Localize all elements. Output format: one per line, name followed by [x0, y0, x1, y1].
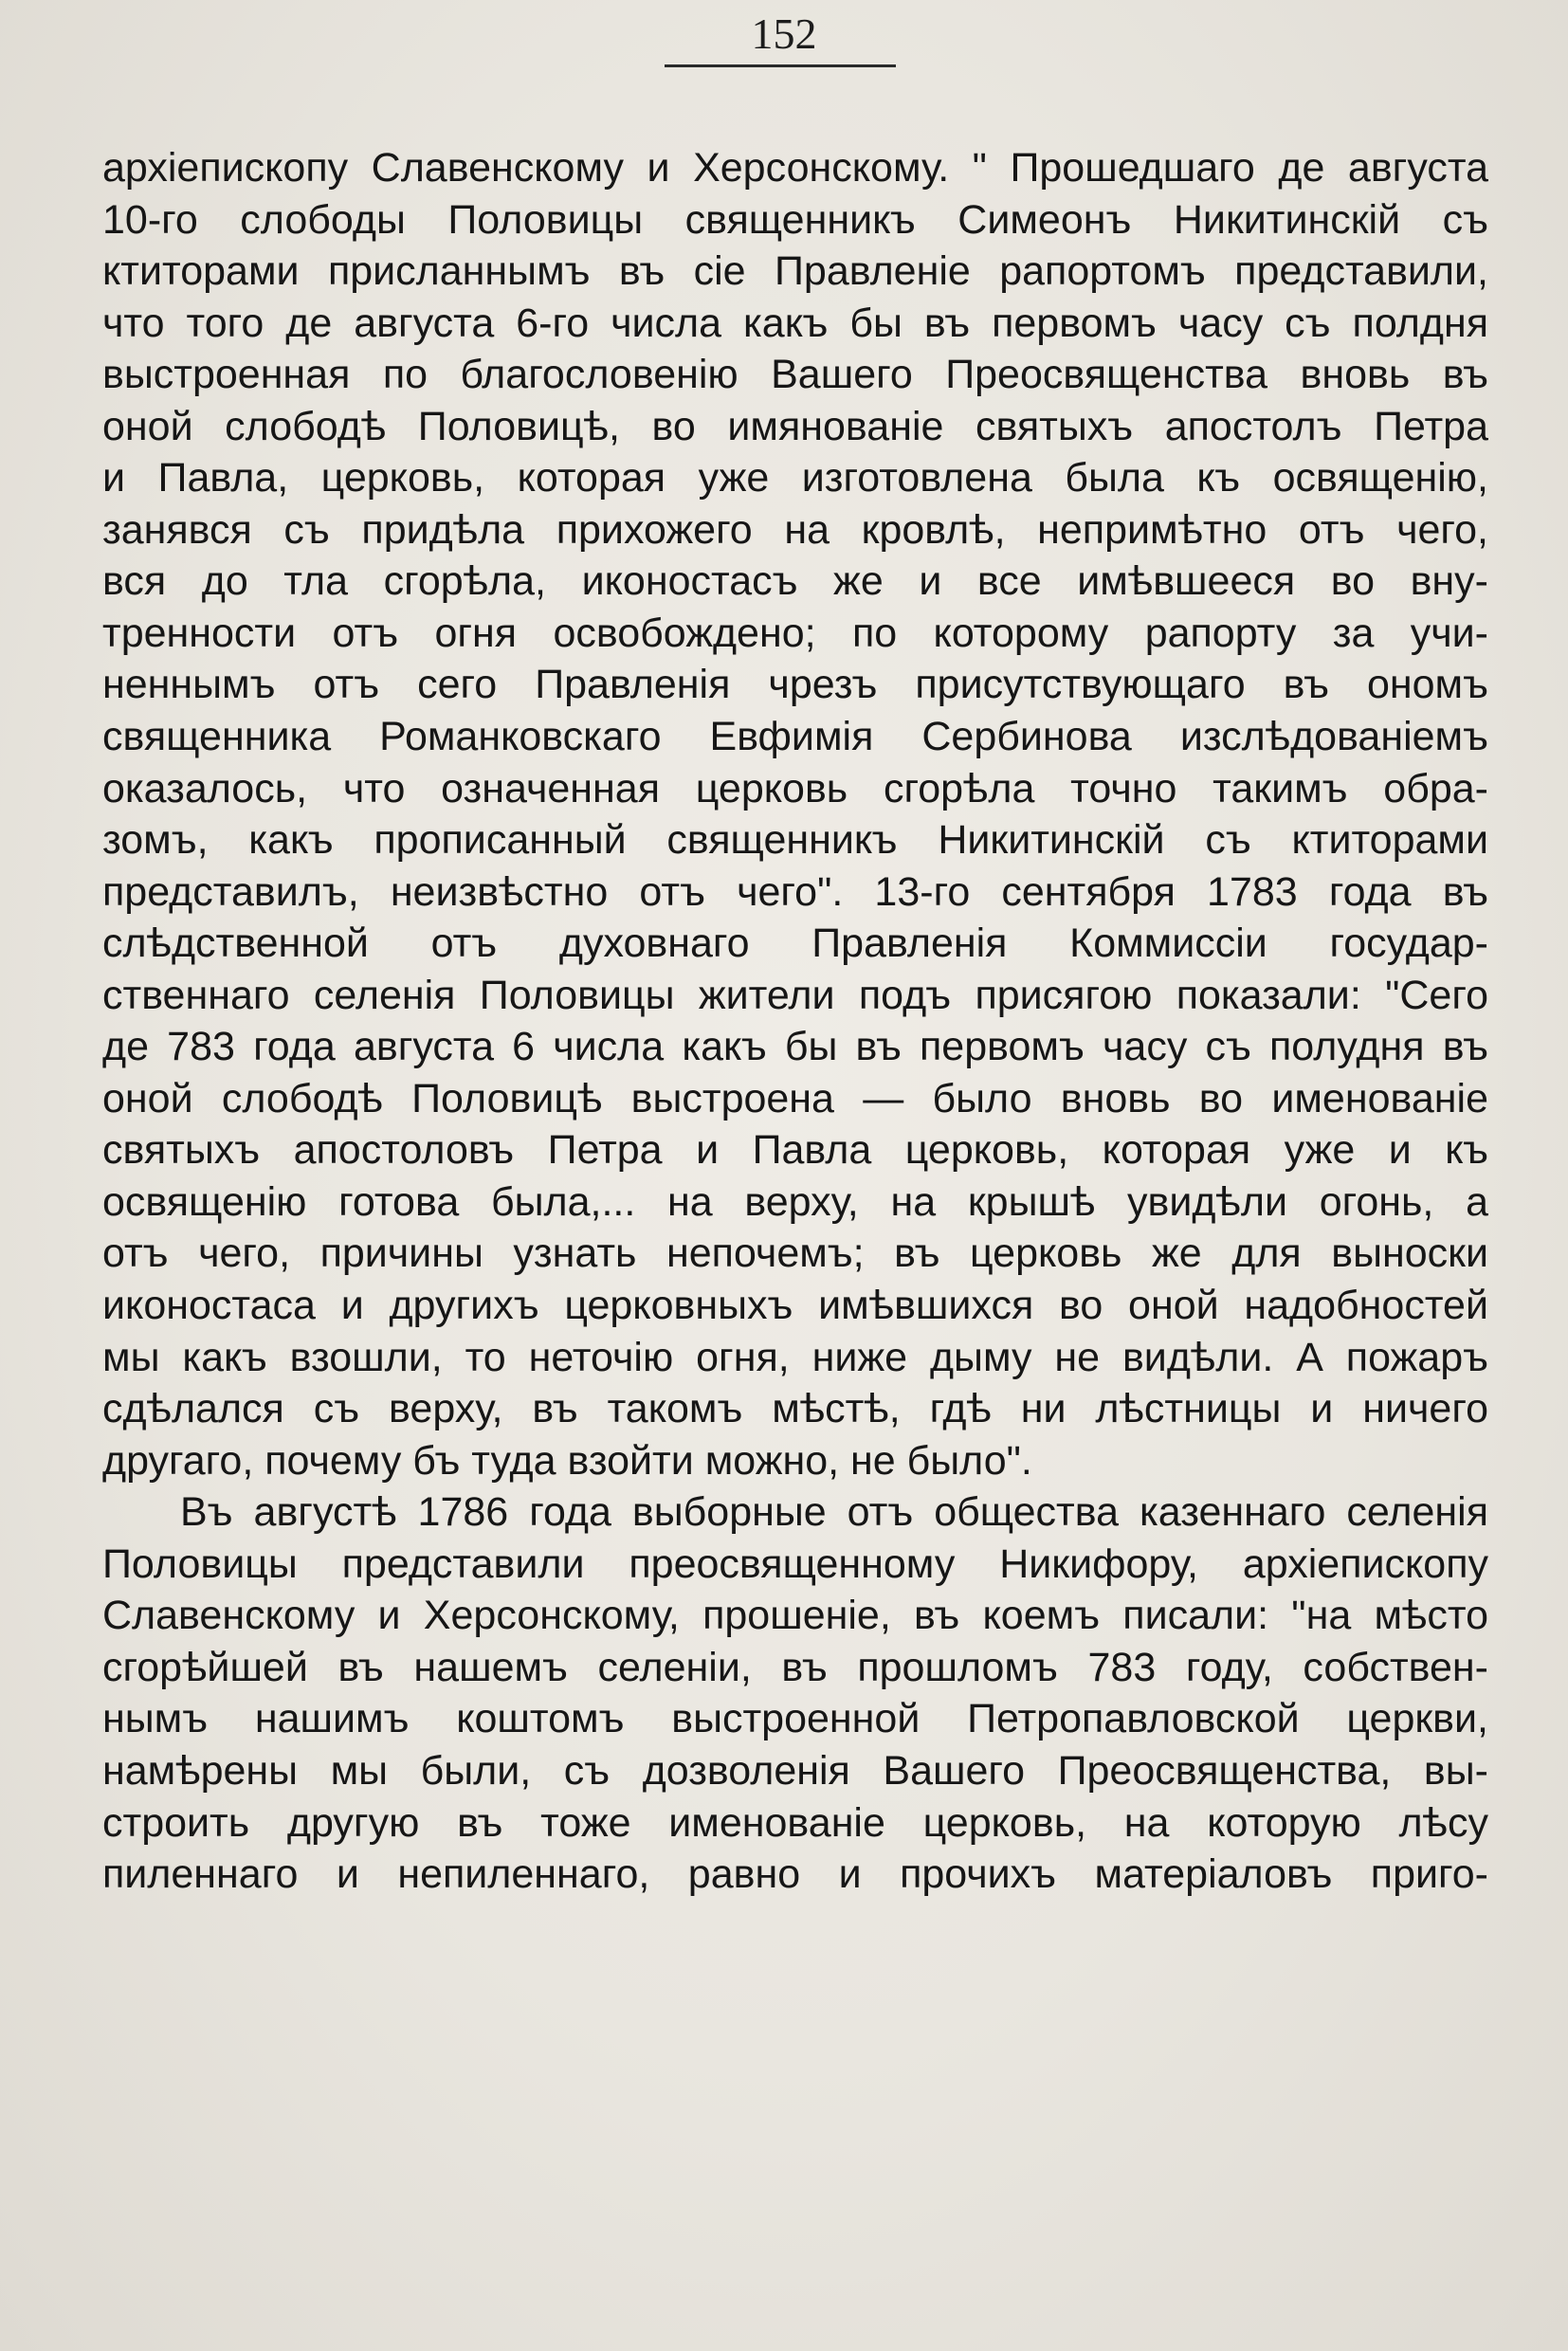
text-line: Славенскому и Херсонскому, прошеніе, въ коемъ писали: "на мѣсто — [102, 1593, 1488, 1639]
header-rule — [665, 64, 896, 67]
text-line: священника Романковскаго Евфимія Сербинова изслѣдованіемъ — [102, 714, 1488, 760]
text-line: зомъ, какъ прописанный священникъ Никитинскій съ ктиторами — [102, 817, 1488, 864]
text-line: другаго, почему бъ туда взойти можно, не было". — [102, 1437, 1032, 1484]
text-line: оказалось, что означенная церковь сгорѣла точно такимъ обра- — [102, 765, 1488, 811]
text-line: сдѣлался съ верху, въ такомъ мѣстѣ, гдѣ ни лѣстницы и ничего — [102, 1386, 1488, 1432]
text-line: нымъ нашимъ коштомъ выстроенной Петропавловской церкви, — [102, 1696, 1488, 1742]
text-line: занявся съ придѣла прихожего на кровлѣ, непримѣтно отъ чего, — [102, 506, 1488, 553]
text-line: оной слободѣ Половицѣ выстроена — было вновь во именованіе — [102, 1075, 1488, 1121]
text-line: ственнаго селенія Половицы жители подъ присягою показали: "Сего — [102, 972, 1488, 1018]
text-line: 10-го слободы Половицы священникъ Симеонъ Никитинскій съ — [102, 196, 1488, 243]
text-line: мы какъ взошли, то неточію огня, ниже дыму не видѣли. А пожаръ — [102, 1334, 1488, 1380]
text-line: и Павла, церковь, которая уже изготовлена была къ освященію, — [102, 455, 1488, 501]
text-line: пиленнаго и непиленнаго, равно и прочихъ матеріаловъ приго- — [102, 1851, 1488, 1898]
text-line: Въ августѣ 1786 года выборные отъ общества казеннаго селенія — [180, 1489, 1488, 1536]
text-line: намѣрены мы были, съ дозволенія Вашего Преосвященства, вы- — [102, 1747, 1488, 1794]
page-header — [0, 6, 1568, 63]
text-line: выстроенная по благословенію Вашего Преосвященства вновь въ — [102, 352, 1488, 398]
text-line: что того де августа 6-го числа какъ бы въ первомъ часу съ полдня — [102, 300, 1488, 346]
body-text — [102, 142, 1488, 1901]
text-line: ктиторами присланнымъ въ сіе Правленіе рапортомъ представили, — [102, 248, 1488, 295]
text-line: Половицы представили преосвященному Никифору, архіепископу — [102, 1540, 1488, 1587]
text-line: вся до тла сгорѣла, иконостасъ же и все имѣвшееся во вну- — [102, 558, 1488, 605]
page-number: 152 — [751, 9, 817, 58]
text-line: тренности отъ огня освобождено; по которому рапорту за учи- — [102, 610, 1488, 656]
text-line: сгорѣйшей въ нашемъ селеніи, въ прошломъ 783 году, собствен- — [102, 1644, 1488, 1690]
text-line: иконостаса и другихъ церковныхъ имѣвшихся во оной надобностей — [102, 1283, 1488, 1329]
text-line: освященію готова была,... на верху, на крышѣ увидѣли огонь, а — [102, 1178, 1488, 1225]
text-line: слѣдственной отъ духовнаго Правленія Коммиссіи государ- — [102, 920, 1488, 967]
text-line: неннымъ отъ сего Правленія чрезъ присутствующаго въ ономъ — [102, 662, 1488, 708]
text-line: представилъ, неизвѣстно отъ чего". 13-го сентября 1783 года въ — [102, 868, 1488, 915]
text-line: оной слободѣ Половицѣ, во имянованіе святыхъ апостолъ Петра — [102, 403, 1488, 449]
text-line: де 783 года августа 6 числа какъ бы въ первомъ часу съ полудня въ — [102, 1024, 1488, 1070]
text-line: строить другую въ тоже именованіе церковь, на которую лѣсу — [102, 1799, 1488, 1846]
text-line: отъ чего, причины узнать непочемъ; въ церковь же для выноски — [102, 1230, 1488, 1277]
text-line: святыхъ апостоловъ Петра и Павла церковь, которая уже и къ — [102, 1127, 1488, 1174]
text-line: архіепископу Славенскому и Херсонскому. " Прошедшаго де августа — [102, 145, 1488, 191]
